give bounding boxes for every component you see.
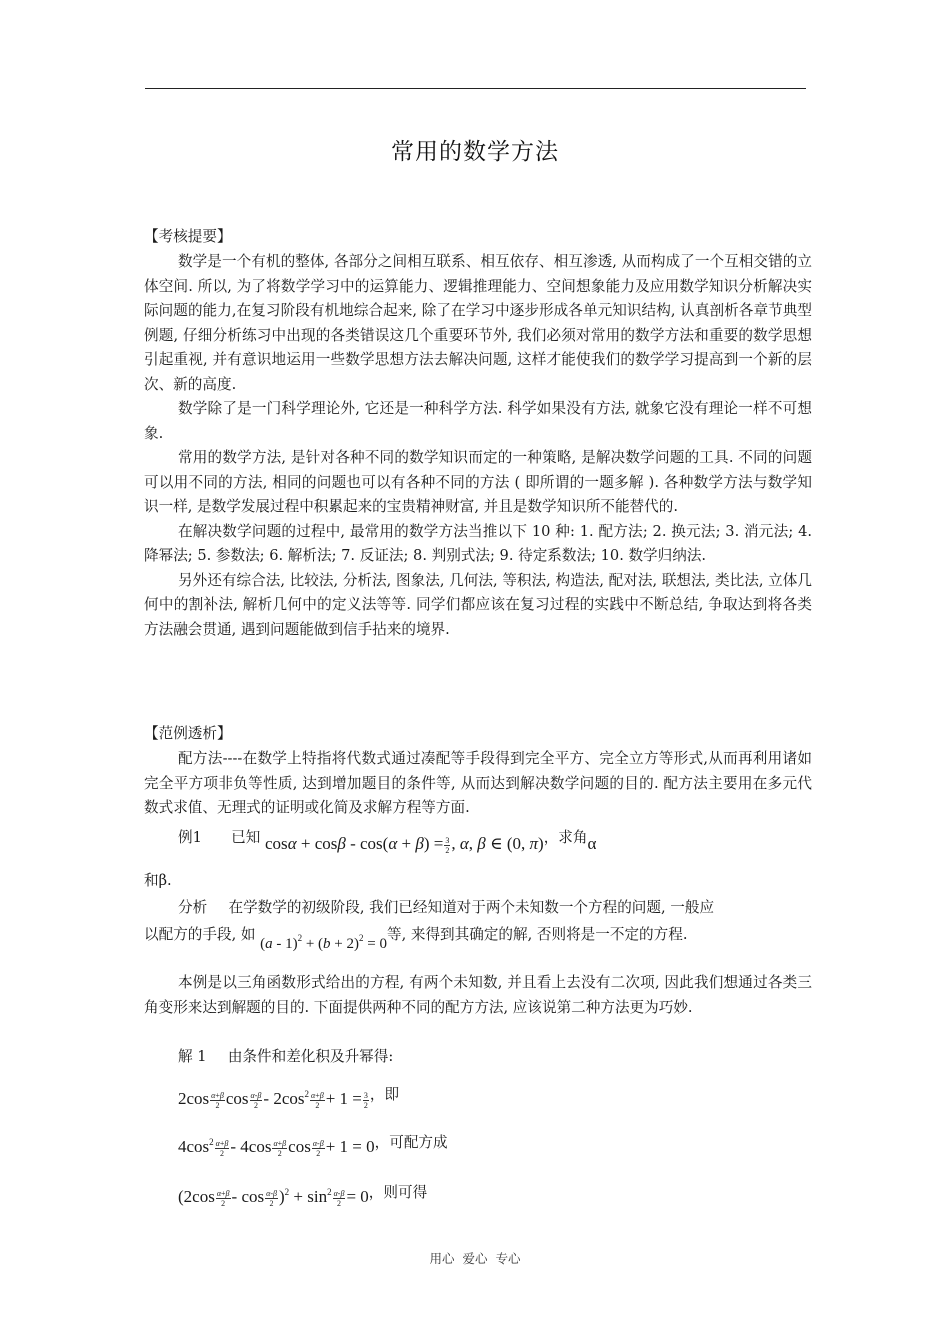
section-heading-assessment: 【考核提要】 — [144, 228, 232, 245]
paragraph: 配方法----在数学上特指将代数式通过凑配等手段得到完全平方、完全立方等形式,从而再利用诸如完全平方项非负等性质, 达到增加题目的条件等, 从而达到解决数学问题的目的. 配方法主要用在多元代数式求值、无理式的证明或化简及求解方程等方面. — [144, 750, 812, 816]
equation-line-3 — [178, 1180, 427, 1210]
equation-line-2 — [178, 1130, 448, 1160]
equation-3-suffix: ，则可得 — [368, 1184, 428, 1201]
paragraph: 另外还有综合法, 比较法, 分析法, 图象法, 几何法, 等积法, 构造法, 配对法, 联想法, 类比法, 立体几何中的割补法, 解析几何中的定义法等等. 同学们都应该在复习过程的实践中不断总结, 争取达到将各类方法融会贯通, 遇到问题能做到信手拈来的境界. — [144, 571, 812, 638]
solution-text: 由条件和差化积及升幂得: — [227, 1048, 394, 1065]
example-1-equation: cosα + cosβ - cos(α + β) = $\frac{3}{2}$ , α, β ∈ (0, π) — [265, 834, 544, 855]
example-tail: 和β. — [144, 872, 172, 889]
solution-head: 解 1 — [178, 1048, 207, 1065]
analysis-text: 以配方的手段, 如 — [144, 926, 256, 943]
square-sum-equation: $(a - 1)^2 + (b + 2)^2 = 0$ — [260, 933, 387, 952]
equation-2-suffix: ，可配方成 — [374, 1134, 448, 1151]
example-ask-text: ，求角 — [543, 829, 588, 846]
section-assessment-body — [144, 250, 812, 642]
equation-1: 2cos $\frac{\alpha+\beta}{2}$ cos $\frac{\alpha-\beta}{2}$ - $2\cos^2$ $\frac{\alpha+\beta}{2}$ + 1 = $\frac{3}{2}$ — [178, 1089, 368, 1110]
equation-1-suffix: ，即 — [369, 1086, 400, 1103]
example-1-line — [178, 826, 596, 856]
page-footer: 用心 爱心 专心 — [429, 1251, 521, 1266]
paragraph: 数学除了是一门科学理论外, 它还是一种科学方法. 科学如果没有方法, 就象它没有理论一样不可想象. — [144, 400, 812, 442]
analysis-head: 分析 — [178, 899, 208, 916]
equation-line-1 — [178, 1082, 399, 1112]
paragraph: 在解决数学问题的过程中, 最常用的数学方法当推以下 10 种: 1. 配方法; 2. 换元法; 3. 消元法; 4. 降幂法; 5. 参数法; 6. 解析法; 7. 反证法; 8. 判别式法; 9. 待定系数法; 10. 数学归纳法. — [144, 522, 812, 564]
solution-1-line — [178, 1045, 393, 1069]
equation-3: (2cos $\frac{\alpha+\beta}{2}$ - cos $\frac{\alpha-\beta}{2}$ )$^2 + \sin^2$ $\frac{\alpha-\beta}{2}$ = 0 — [178, 1187, 369, 1208]
example-label: 例1 — [178, 829, 202, 846]
example-discussion — [144, 971, 812, 1020]
page-title: 常用的数学方法 — [391, 139, 559, 165]
alpha-symbol: α — [587, 834, 597, 853]
analysis-text: 等, 来得到其确定的解, 否则将是一不定的方程. — [386, 926, 688, 943]
paragraph: 本例是以三角函数形式给出的方程, 有两个未知数, 并且看上去没有二次项, 因此我们想通过各类三角变形来达到解题的目的. 下面提供两种不同的配方方法, 应该说第二种方法更为巧妙. — [144, 974, 812, 1016]
section-examples-intro — [144, 747, 812, 821]
example-known-text: 已知 — [231, 829, 261, 846]
analysis-line-1 — [178, 896, 714, 920]
paragraph: 常用的数学方法, 是针对各种不同的数学知识而定的一种策略, 是解决数学问题的工具. 不同的问题可以用不同的方法, 相同的问题也可以有各种不同的方法 ( 即所谓的一题多解 ). 各种数学方法与数学知识一样, 是数学发展过程中积累起来的宝贵精神财富, 并且是数学知识所不能替代的. — [144, 449, 812, 515]
equation-2: $4\cos^2$ $\frac{\alpha+\beta}{2}$ - 4cos $\frac{\alpha+\beta}{2}$ cos $\frac{\alpha-\beta}{2}$ + 1 = 0 — [178, 1137, 375, 1158]
analysis-line-2 — [144, 923, 687, 956]
header-rule — [145, 88, 806, 89]
section-heading-examples: 【范例透析】 — [144, 725, 232, 742]
analysis-text: 在学数学的初级阶段, 我们已经知道对于两个未知数一个方程的问题, 一般应 — [228, 899, 715, 916]
paragraph: 数学是一个有机的整体, 各部分之间相互联系、相互依存、相互渗透, 从而构成了一个互相交错的立体空间. 所以, 为了将数学学习中的运算能力、逻辑推理能力、空间想象能力及应用数学知识分析解决实际问题的能力,在复习阶段有机地综合起来, 除了在学习中逐步形成各单元知识结构, 认真剖析各章节典型例题, 仔细分析练习中出现的各类错误这几个重要环节外, 我们必须对常用的数学方法和重要的数学思想引起重视, 并有意识地运用一些数学思想方法去解决问题, 这样才能使我们的数学学习提高到一个新的层次、新的高度. — [144, 253, 812, 393]
